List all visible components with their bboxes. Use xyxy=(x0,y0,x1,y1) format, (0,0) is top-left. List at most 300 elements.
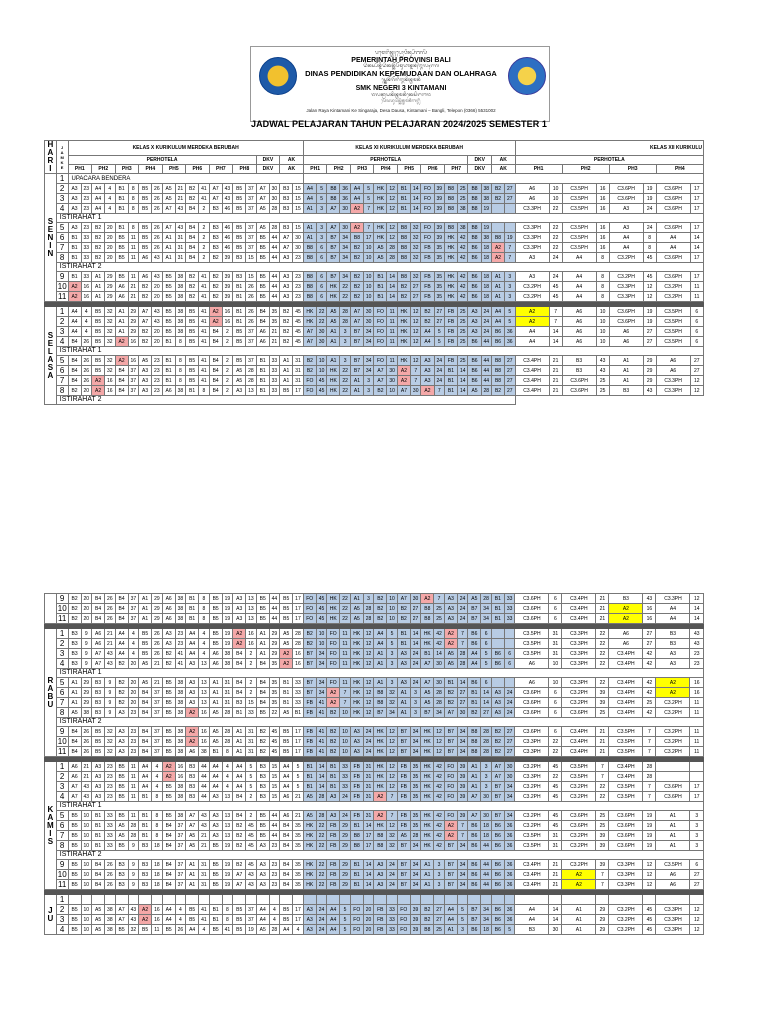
table-cell: A2 xyxy=(233,629,246,639)
table-cell: 28 xyxy=(457,659,467,669)
table-cell: 26 xyxy=(246,282,256,292)
table-cell: B5 xyxy=(92,747,105,757)
table-cell: 14 xyxy=(458,386,468,396)
table-cell: C3.2PH xyxy=(609,272,643,282)
table-cell: 3 xyxy=(316,233,326,243)
table-cell: 7 xyxy=(457,831,467,841)
table-cell: B3 xyxy=(256,762,269,772)
table-cell: A6 xyxy=(139,272,152,282)
table-cell: B5 xyxy=(186,327,199,337)
table-cell: 15 xyxy=(293,194,304,204)
table-cell: 5 xyxy=(387,639,397,649)
table-cell: A3 xyxy=(303,915,316,925)
table-cell: B1 xyxy=(92,811,105,821)
table-cell: 3 xyxy=(340,327,350,337)
table-cell: 30 xyxy=(481,792,491,802)
table-cell: A6 xyxy=(139,253,152,263)
table-cell: 4 xyxy=(152,762,162,772)
table-cell: 4 xyxy=(128,649,138,659)
table-cell: 2 xyxy=(246,811,256,821)
table-cell: 29 xyxy=(128,317,138,327)
table-cell: A6 xyxy=(68,762,81,772)
ak-x-header: AK xyxy=(280,156,304,165)
table-cell: B4 xyxy=(68,337,81,347)
table-cell: B5 xyxy=(256,831,269,841)
class-column-header: PH3 xyxy=(350,165,374,174)
table-cell: 5 xyxy=(505,307,516,317)
table-cell: 30 xyxy=(549,925,562,935)
jam-number: 5 xyxy=(56,223,68,233)
table-cell: 22 xyxy=(549,204,562,214)
table-cell: 3 xyxy=(410,698,420,708)
table-cell: 7 xyxy=(363,223,373,233)
table-cell: 34 xyxy=(481,915,491,925)
table-cell: 24 xyxy=(504,698,514,708)
table-cell: A3 xyxy=(491,708,504,718)
table-cell: 3 xyxy=(387,678,397,688)
table-cell: FO xyxy=(421,194,434,204)
table-cell: C3.3PH xyxy=(609,880,643,890)
table-cell: A2 xyxy=(562,880,596,890)
table-cell: B3 xyxy=(562,356,596,366)
table-cell: B1 xyxy=(162,337,175,347)
table-cell: B3 xyxy=(256,782,269,792)
table-cell: 29 xyxy=(105,282,115,292)
table-cell: 20 xyxy=(128,698,138,708)
table-cell: B2 xyxy=(209,272,222,282)
table-cell: C3.3PH xyxy=(656,925,690,935)
table-cell: FB xyxy=(327,870,340,880)
table-cell: B3 xyxy=(609,386,643,396)
table-cell: 32 xyxy=(105,366,115,376)
table-cell: C3.5PH xyxy=(515,831,549,841)
jam-ke-header: J A M K E xyxy=(56,141,68,174)
table-cell: FO xyxy=(397,925,410,935)
table-cell: B1 xyxy=(444,386,457,396)
table-cell: A5 xyxy=(162,194,175,204)
table-cell: A1 xyxy=(186,880,199,890)
table-cell: A1 xyxy=(421,860,434,870)
table-cell: C3.5PH xyxy=(656,860,690,870)
table-cell: B6 xyxy=(468,337,481,347)
table-cell: HK xyxy=(303,860,316,870)
letterhead-balinese-script-c: ᬚᬮᬦ᭄ᬭᬵᬬᬓᬶᬦ᭄ᬢᬫᬦᬶᬓᬾᬲᬶᬗᬭᬵᬚ xyxy=(371,92,431,97)
table-cell: 14 xyxy=(690,604,704,614)
table-cell: 45 xyxy=(316,594,326,604)
table-cell xyxy=(656,762,690,772)
table-cell: HK xyxy=(350,678,363,688)
table-cell: A1 xyxy=(68,678,81,688)
table-cell: B8 xyxy=(421,604,434,614)
table-cell: 34 xyxy=(434,708,444,718)
table-cell: B8 xyxy=(468,737,481,747)
table-cell: 46 xyxy=(222,243,232,253)
table-cell: 27 xyxy=(504,747,514,757)
table-cell xyxy=(340,895,350,905)
table-cell: 29 xyxy=(81,698,91,708)
table-cell: A1 xyxy=(656,821,690,831)
table-cell: A2 xyxy=(162,772,175,782)
table-cell: 41 xyxy=(316,708,326,718)
table-row xyxy=(45,233,704,243)
table-cell: 14 xyxy=(549,905,562,915)
table-cell: 38 xyxy=(175,678,185,688)
table-cell: 41 xyxy=(199,307,209,317)
table-cell: A5 xyxy=(280,708,293,718)
table-cell: B8 xyxy=(303,243,316,253)
table-cell: A3 xyxy=(280,292,293,302)
table-cell: 24 xyxy=(363,737,373,747)
table-cell: A5 xyxy=(92,915,105,925)
table-cell xyxy=(175,895,185,905)
table-cell: 16 xyxy=(152,905,162,915)
table-cell: B6 xyxy=(491,905,504,915)
table-cell: 34 xyxy=(363,356,373,366)
table-cell: 42 xyxy=(434,821,444,831)
table-cell: 28 xyxy=(269,925,279,935)
table-cell: FB xyxy=(303,737,316,747)
table-cell: 44 xyxy=(269,604,279,614)
table-cell: C3.3PH xyxy=(562,659,596,669)
table-cell: A1 xyxy=(186,860,199,870)
table-cell: A3 xyxy=(256,841,269,851)
letterhead-organization: PEMERINTAH PROVINSI BALI xyxy=(351,57,451,64)
table-cell: B2 xyxy=(397,614,410,624)
istirahat2-label: ISTIRAHAT 2 xyxy=(56,718,703,727)
table-cell: 4 xyxy=(222,782,232,792)
table-cell: 23 xyxy=(152,386,162,396)
table-cell: 4 xyxy=(128,629,138,639)
table-cell: FO xyxy=(444,811,457,821)
table-cell: 12 xyxy=(387,772,397,782)
table-cell: 37 xyxy=(246,194,256,204)
table-cell: C3.5PH xyxy=(562,243,596,253)
table-cell: 45 xyxy=(246,841,256,851)
table-cell: B7 xyxy=(491,782,504,792)
table-cell: A4 xyxy=(68,307,81,317)
table-cell: 14 xyxy=(410,629,420,639)
table-cell: 43 xyxy=(222,194,232,204)
table-cell: C3.4PH xyxy=(609,659,643,669)
table-cell: 16 xyxy=(596,233,609,243)
table-cell: C3.6PH xyxy=(609,821,643,831)
table-cell: A2 xyxy=(209,317,222,327)
table-cell: 27 xyxy=(643,337,656,347)
table-cell: A1 xyxy=(68,688,81,698)
table-cell: A7 xyxy=(374,376,387,386)
table-cell: A4 xyxy=(280,782,293,792)
class-column-header: PH6 xyxy=(186,165,210,174)
table-cell: 33 xyxy=(293,698,303,708)
table-cell: A6 xyxy=(162,386,175,396)
table-cell: 10 xyxy=(363,272,373,282)
table-cell: 27 xyxy=(505,184,516,194)
table-cell: B4 xyxy=(92,870,105,880)
table-cell: HK xyxy=(327,594,340,604)
table-cell: FB xyxy=(444,356,457,366)
table-row xyxy=(45,737,704,747)
table-cell: 37 xyxy=(246,915,256,925)
table-cell: 5 xyxy=(246,772,256,782)
jam-number: 8 xyxy=(56,253,68,263)
table-cell: 6 xyxy=(549,727,562,737)
table-cell: 8 xyxy=(175,356,185,366)
table-cell: 32 xyxy=(387,841,397,851)
table-cell: 12 xyxy=(363,629,373,639)
table-cell: 4 xyxy=(152,772,162,782)
table-cell: 6 xyxy=(504,659,514,669)
table-cell: A2 xyxy=(115,337,128,347)
table-cell: 17 xyxy=(690,194,703,204)
table-cell: 19 xyxy=(222,629,232,639)
table-cell: FO xyxy=(374,317,387,327)
table-cell: A5 xyxy=(186,841,199,851)
table-cell: A1 xyxy=(209,698,222,708)
table-cell: 12 xyxy=(363,659,373,669)
table-cell: 37 xyxy=(175,870,185,880)
table-cell xyxy=(656,895,690,905)
table-cell xyxy=(81,895,91,905)
table-cell: 23 xyxy=(690,659,704,669)
table-cell: 44 xyxy=(481,337,491,347)
table-cell: A7 xyxy=(468,792,481,802)
table-cell: 45 xyxy=(293,327,304,337)
table-cell: 38 xyxy=(175,698,185,708)
table-cell: 11 xyxy=(340,629,350,639)
table-cell: 9 xyxy=(105,688,115,698)
table-cell: 43 xyxy=(690,629,704,639)
table-cell: FB xyxy=(444,317,457,327)
table-cell: HK xyxy=(350,629,363,639)
table-cell: 24 xyxy=(387,870,397,880)
table-cell: FO xyxy=(444,772,457,782)
table-cell: A3 xyxy=(186,678,199,688)
table-cell: 32 xyxy=(105,317,115,327)
table-cell: 27 xyxy=(434,317,444,327)
table-cell: B4 xyxy=(233,659,246,669)
table-cell: B2 xyxy=(350,272,363,282)
table-cell: B4 xyxy=(115,604,128,614)
table-cell: B2 xyxy=(397,604,410,614)
table-cell: A6 xyxy=(115,282,128,292)
table-cell: 9 xyxy=(105,708,115,718)
table-cell: 17 xyxy=(293,614,303,624)
table-cell: 37 xyxy=(128,366,138,376)
table-cell: A6 xyxy=(656,366,690,376)
table-cell: 36 xyxy=(504,831,514,841)
table-cell xyxy=(690,895,704,905)
table-cell: 34 xyxy=(504,792,514,802)
table-cell: 44 xyxy=(269,831,279,841)
table-cell: 42 xyxy=(458,282,468,292)
table-cell: B2 xyxy=(92,243,105,253)
table-cell: A3 xyxy=(397,678,410,688)
table-cell: HK xyxy=(421,831,434,841)
table-cell: B8 xyxy=(303,292,316,302)
table-cell: FO xyxy=(350,925,363,935)
table-cell: 24 xyxy=(434,366,444,376)
table-cell: 21 xyxy=(199,831,209,841)
table-cell: A3 xyxy=(609,223,643,233)
table-cell: B3 xyxy=(233,698,246,708)
table-cell: 9 xyxy=(128,870,138,880)
table-cell: 27 xyxy=(505,376,516,386)
table-cell: 7 xyxy=(549,317,562,327)
table-cell: 44 xyxy=(481,860,491,870)
table-cell: A5 xyxy=(209,727,222,737)
table-cell: 35 xyxy=(410,811,420,821)
table-cell: FO xyxy=(303,604,316,614)
table-cell: B6 xyxy=(491,821,504,831)
table-cell: A4 xyxy=(233,762,246,772)
table-cell: B5 xyxy=(115,811,128,821)
day-cell xyxy=(45,594,57,624)
table-cell: 16 xyxy=(293,649,303,659)
table-cell: 11 xyxy=(387,317,397,327)
table-cell: A2 xyxy=(444,629,457,639)
table-cell: HK xyxy=(327,614,340,624)
table-cell: B3 xyxy=(92,708,105,718)
table-cell: 42 xyxy=(458,292,468,302)
table-cell: B4 xyxy=(68,376,81,386)
table-cell: C3.2PH xyxy=(515,792,549,802)
letterhead-school-name: SMK NEGERI 3 KINTAMANI xyxy=(355,85,447,92)
table-cell: FO xyxy=(303,376,316,386)
table-cell: 36 xyxy=(504,870,514,880)
jam-number: 4 xyxy=(56,204,68,214)
table-cell: B6 xyxy=(491,841,504,851)
class-column-header: PH7 xyxy=(444,165,468,174)
table-cell: 42 xyxy=(434,772,444,782)
table-cell: A1 xyxy=(656,841,690,851)
table-cell: 10 xyxy=(316,356,326,366)
table-cell: B8 xyxy=(374,698,387,708)
table-cell: C3.5PH xyxy=(562,233,596,243)
table-cell: A3 xyxy=(444,614,457,624)
table-cell: 14 xyxy=(316,772,326,782)
table-row xyxy=(45,915,704,925)
table-cell: B1 xyxy=(233,292,246,302)
table-cell: 44 xyxy=(269,811,279,821)
table-cell: 22 xyxy=(596,649,609,659)
table-cell: 33 xyxy=(269,356,279,366)
table-cell: 11 xyxy=(387,356,397,366)
table-cell: 31 xyxy=(293,366,304,376)
table-cell: FO xyxy=(374,327,387,337)
table-cell: 5 xyxy=(340,905,350,915)
table-cell: 42 xyxy=(434,782,444,792)
table-cell: 42 xyxy=(643,708,656,718)
table-cell: 45 xyxy=(643,272,656,282)
table-cell: B5 xyxy=(115,233,128,243)
table-cell: B1 xyxy=(256,366,269,376)
table-cell: HK xyxy=(303,307,316,317)
table-cell: 36 xyxy=(504,915,514,925)
table-cell: 27 xyxy=(504,727,514,737)
table-cell: 3 xyxy=(505,272,516,282)
table-cell: 10 xyxy=(340,747,350,757)
table-cell: 21 xyxy=(596,747,609,757)
table-cell: 8 xyxy=(152,831,162,841)
table-cell: 37 xyxy=(246,337,256,347)
table-cell: A2 xyxy=(515,317,549,327)
table-cell: B5 xyxy=(162,282,175,292)
table-cell: C3.6PH xyxy=(609,831,643,841)
table-cell: B1 xyxy=(209,747,222,757)
table-cell xyxy=(596,895,609,905)
table-cell: 44 xyxy=(269,233,279,243)
jam-number: 11 xyxy=(57,880,67,889)
table-cell: A4 xyxy=(303,194,316,204)
table-cell: 7 xyxy=(643,737,656,747)
table-cell: 16 xyxy=(596,223,609,233)
table-cell: A2 xyxy=(186,737,199,747)
table-cell: A4 xyxy=(92,194,105,204)
table-cell: A1 xyxy=(350,594,363,604)
jam-number: 10 xyxy=(57,737,67,746)
table-cell: A2 xyxy=(421,594,434,604)
table-cell: 29 xyxy=(340,831,350,841)
table-cell: 28 xyxy=(387,253,397,263)
table-cell: A4 xyxy=(562,292,596,302)
table-cell: A6 xyxy=(256,327,269,337)
table-cell: A4 xyxy=(115,649,128,659)
table-cell: HK xyxy=(374,727,387,737)
table-cell: A4 xyxy=(115,639,128,649)
table-cell: 21 xyxy=(293,792,303,802)
table-cell: 35 xyxy=(410,821,420,831)
table-cell: 28 xyxy=(340,307,350,317)
table-cell: 24 xyxy=(481,327,491,337)
table-row xyxy=(45,639,704,649)
table-cell: B2 xyxy=(162,649,175,659)
table-cell: 26 xyxy=(105,880,115,890)
table-cell: 11 xyxy=(128,243,138,253)
table-cell: FB xyxy=(350,792,363,802)
table-cell: B4 xyxy=(92,860,105,870)
table-cell: B2 xyxy=(374,614,387,624)
table-cell: A2 xyxy=(280,649,293,659)
table-cell: B8 xyxy=(491,356,504,366)
table-cell: 39 xyxy=(222,272,232,282)
table-row xyxy=(45,376,704,386)
table-cell: 43 xyxy=(152,307,162,317)
table-cell: 26 xyxy=(175,925,185,935)
table-cell xyxy=(656,772,690,782)
table-cell: A3 xyxy=(350,747,363,757)
table-cell xyxy=(491,204,504,214)
table-cell: 26 xyxy=(152,194,162,204)
table-cell: B7 xyxy=(374,708,387,718)
table-cell: B5 xyxy=(92,327,105,337)
table-cell: 37 xyxy=(152,747,162,757)
table-cell: B1 xyxy=(68,233,81,243)
table-cell: C3.3PH xyxy=(609,282,643,292)
table-cell: 9 xyxy=(81,639,91,649)
table-cell: 36 xyxy=(504,821,514,831)
table-cell: FO xyxy=(327,629,340,639)
table-cell: 33 xyxy=(387,925,397,935)
table-cell: B7 xyxy=(303,659,316,669)
table-cell: 26 xyxy=(152,223,162,233)
table-cell: 22 xyxy=(596,639,609,649)
table-cell: B1 xyxy=(280,678,293,688)
table-cell: 12 xyxy=(387,233,397,243)
table-cell: A7 xyxy=(233,870,246,880)
class-column-header: AK xyxy=(280,165,304,174)
table-cell: 16 xyxy=(596,184,609,194)
table-cell: B2 xyxy=(303,629,316,639)
